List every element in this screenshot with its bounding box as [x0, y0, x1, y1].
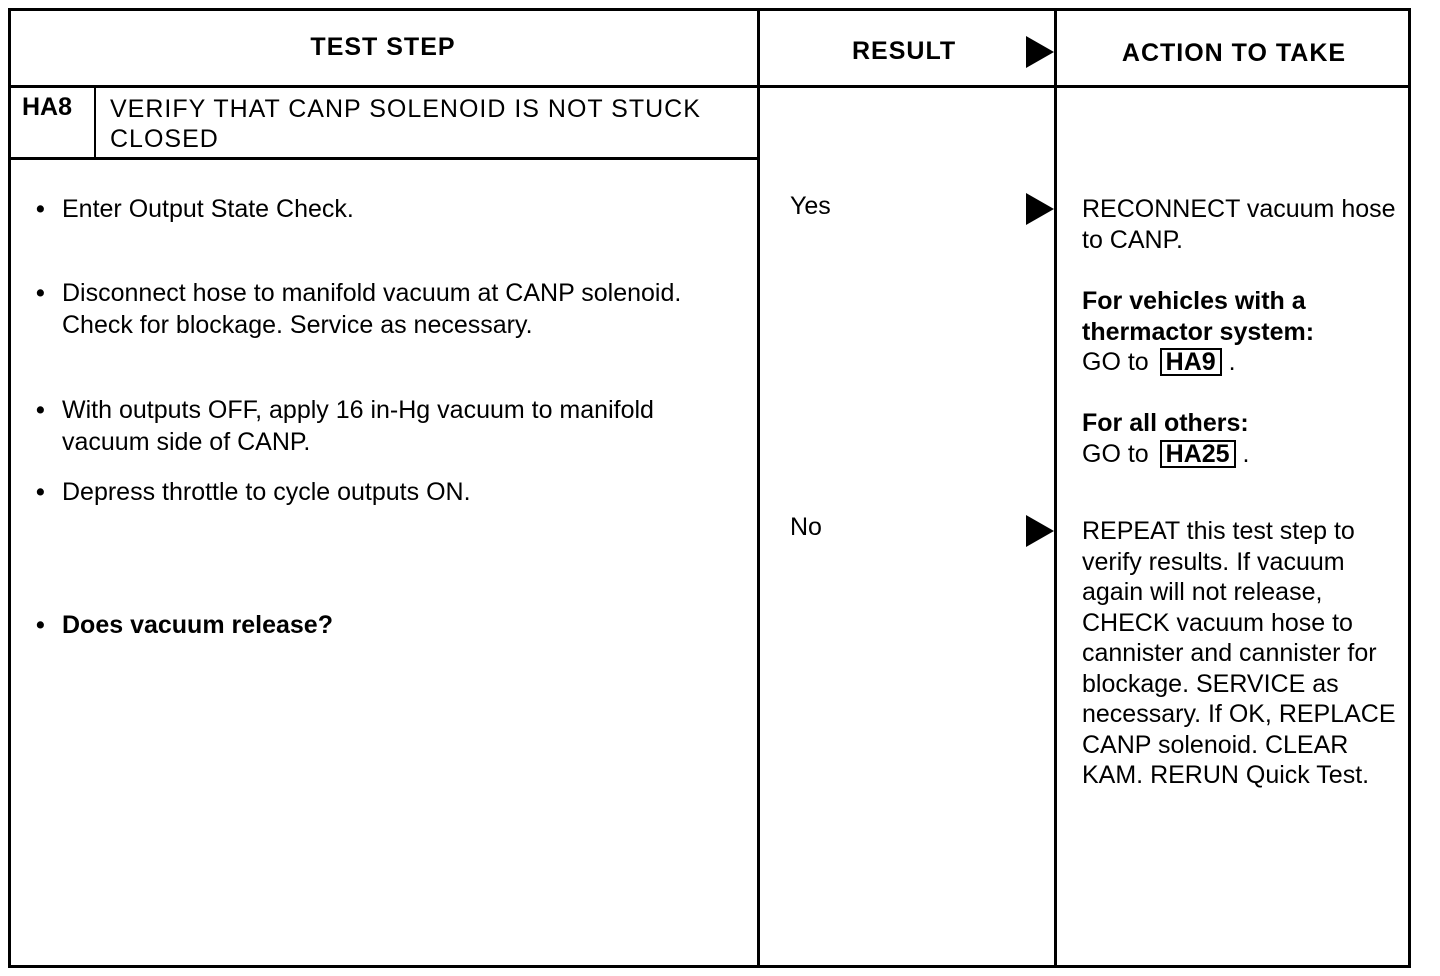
action-others — [1082, 408, 1402, 469]
go-to-text: GO to — [1082, 348, 1149, 376]
header-result: RESULT — [852, 37, 957, 65]
arrow-right-icon — [1026, 515, 1054, 547]
step-id: HA8 — [22, 93, 73, 121]
step-reference-ha9[interactable]: HA9 — [1160, 348, 1222, 376]
step-title: VERIFY THAT CANP SOLENOID IS NOT STUCK CLOSED — [110, 95, 701, 153]
result-no: No — [790, 513, 822, 541]
header-divider — [8, 85, 1411, 88]
step-id-divider — [94, 88, 96, 157]
bullet-text: Depress throttle to cycle outputs ON. — [62, 478, 471, 506]
go-to-text: GO to — [1082, 439, 1149, 468]
bullet-text: With outputs OFF, apply 16 in-Hg vacuum to manifold vacuum side of CANP. — [62, 396, 654, 456]
bullet-icon: • — [36, 478, 45, 506]
arrow-right-icon — [1026, 193, 1054, 225]
bullet-text: Does vacuum release? — [62, 611, 333, 639]
bullet-icon: • — [36, 279, 45, 307]
header-action-to-take: ACTION TO TAKE — [1121, 39, 1347, 67]
others-label: For all others: — [1082, 409, 1249, 437]
bullet-icon: • — [36, 195, 45, 223]
bullet-icon: • — [36, 396, 45, 424]
action-repeat: REPEAT this test step to verify results. If vacuum again will not release, CHECK vacuum hose to cannister and cannister for blockage. SERVICE as necessary. If OK, REPLACE CANP solenoid. CLEAR KAM. RERUN Quick Test. — [1082, 517, 1396, 789]
bullet-icon: • — [36, 611, 45, 639]
result-yes: Yes — [790, 192, 831, 220]
period: . — [1228, 348, 1236, 376]
action-thermactor — [1082, 286, 1402, 378]
step-title-divider — [8, 157, 760, 160]
arrow-right-icon — [1026, 36, 1054, 68]
bullet-text: Disconnect hose to manifold vacuum at CANP solenoid. Check for blockage. Service as necessary. — [62, 279, 682, 339]
list-item — [36, 277, 736, 341]
action-reconnect: RECONNECT vacuum hose to CANP. — [1082, 195, 1396, 254]
list-item-question — [36, 609, 736, 641]
step-reference-ha25[interactable]: HA25 — [1160, 440, 1236, 468]
header-test-step: TEST STEP — [310, 33, 456, 61]
list-item — [36, 394, 736, 458]
period: . — [1242, 439, 1250, 468]
list-item — [36, 193, 736, 225]
column-divider-result — [757, 8, 760, 968]
thermactor-label: For vehicles with a thermactor system: — [1082, 287, 1315, 346]
column-divider-action — [1054, 8, 1057, 968]
bullet-text: Enter Output State Check. — [62, 195, 354, 223]
list-item — [36, 476, 736, 508]
